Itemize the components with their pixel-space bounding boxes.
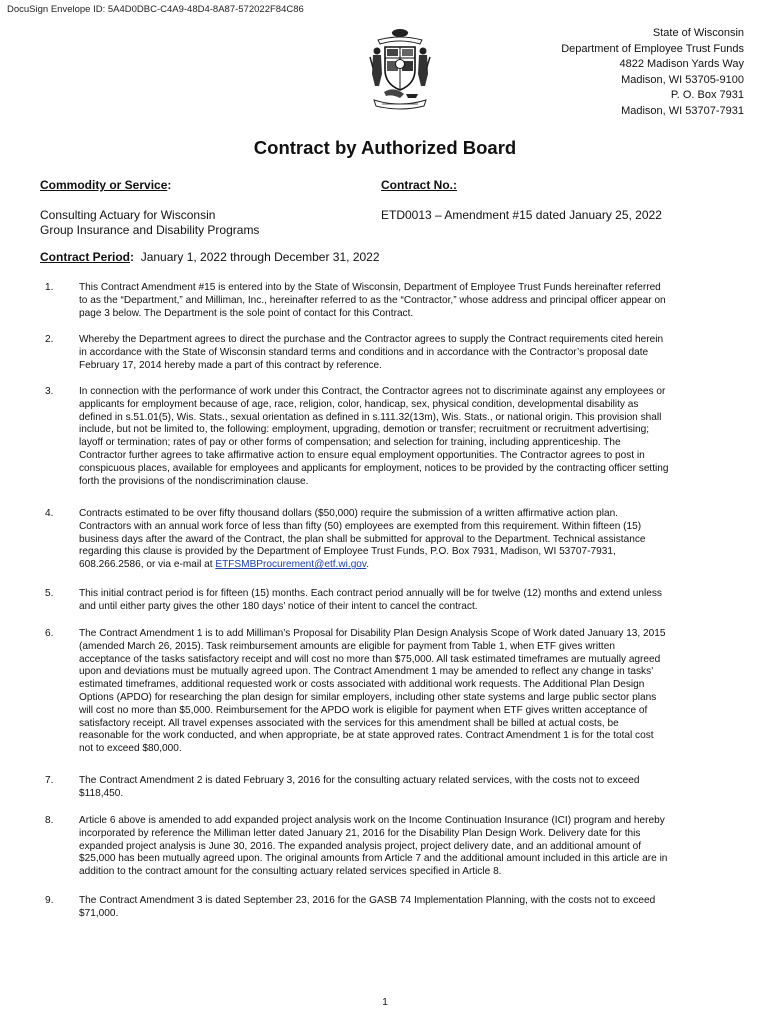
contract-item [40,508,740,572]
item-line-suffix: . [366,559,370,571]
item-line: Contractor further agrees to take affirmative action to ensure equal employment opportunities. The Contractor agrees to post in [79,449,645,461]
item-line: conspicuous places, available for employees and applicants for employment, notices to be provided by the contracting officer setting [79,462,669,474]
item-line: $118,450. [79,787,124,799]
contract-item [40,334,740,372]
item-line: Options (APDO) for researching the plan design for similar employers, including other state systems and large public sector plans [79,691,657,703]
item-line: $25,000 has been mutually agreed upon. The original amounts from Article 7 and the additional amount included in this article are in [79,853,668,865]
item-line: and until either party gives the other 180 days’ notice of their intent to cancel the contract. [79,600,478,612]
item-line: Article 6 above is amended to add expanded project analysis work on the Income Continuation Insurance (ICI) program and hereby [79,815,665,826]
item-line: page 3 below. The Department is the sole point of contact for this Contract. [79,307,414,319]
item-line: Whereby the Department agrees to direct the purchase and the Contractor agrees to supply the Contract requirements cited herein [79,334,664,345]
item-line: defined in s.51.01(5), Wis. Stats., sexual orientation as defined in s.111.32(13m), Wis. Stats., or national origin. This provision shall [79,411,662,423]
commodity-heading: Commodity or Service: [40,178,172,192]
item-line: In connection with the performance of work under this Contract, the Contractor agrees not to discriminate against any employees or [79,386,666,397]
item-number: 6. [45,628,54,639]
item-line: incorporated by reference the Milliman letter dated January 21, 2016 for the Disability Plan Design Work. Delivery date for this [79,827,641,839]
item-line [79,559,740,572]
contract-item [40,282,740,320]
contract-no-value: ETD0013 – Amendment #15 dated January 25, 2022 [381,208,662,222]
envelope-id: DocuSign Envelope ID: 5A4D0DBC-C4A9-48D4-8A87-572022F84C86 [7,4,304,15]
address-line: Madison, WI 53707-7931 [621,104,744,117]
item-number: 8. [45,815,54,826]
item-line: (amended March 26, 2015). Task reimbursement amounts are eligible for payment from Table 1, when ETF gives written [79,640,615,652]
item-line: estimated timeframes, additional requested work or costs associated with additional work requests. The Additional Plan Design [79,679,645,691]
commodity-label: Commodity or Service [40,178,168,192]
item-line-prefix: 608.266.2586, or via e-mail at [79,559,216,571]
item-line: Contracts estimated to be over fifty thousand dollars ($50,000) require the submission of a written affirmative action plan. [79,508,618,519]
document-title: Contract by Authorized Board [253,137,517,158]
contract-item [40,815,740,879]
contract-item [40,588,740,614]
item-line: regarding this clause is provided by the Department of Employee Trust Funds, P.O. Box 7931, Madison, WI 53707-7931, [79,546,616,558]
item-line: addition to the contract amount for the consulting actuary related services specified in Article 8. [79,866,502,878]
state-seal-icon [364,24,436,112]
item-number: 1. [45,282,54,293]
contract-item [40,775,740,801]
item-line: applicants for employment because of age, race, religion, color, handicap, sex, physical condition, developmental disability as [79,398,639,410]
item-line: $71,000. [79,907,119,919]
contract-period: Contract Period: January 1, 2022 through December 31, 2022 [40,250,380,264]
contract-item [40,628,740,756]
item-number: 5. [45,588,54,599]
commodity-value [40,208,259,238]
address-line: Department of Employee Trust Funds [561,42,744,55]
item-line: expanded project analysis is June 30, 2016. The expanded analysis project, project delivery date, and an additional amount of [79,840,642,852]
item-line: not to exceed $80,000. [79,743,182,755]
contract-item [40,386,740,488]
item-line: to as the “Department,” and Milliman, Inc., hereinafter referred to as the “Contractor,” whose address and principal officer appear on [79,294,666,306]
item-line: acceptance of the tasks satisfactory receipt and will cost no more than $75,000. All task estimated timeframes are mutually agreed [79,653,661,665]
item-number: 2. [45,334,54,345]
item-line: in accordance with the State of Wisconsin standard terms and conditions and in accordance with the Contractor’s proposal date [79,346,649,358]
contract-period-value: January 1, 2022 through December 31, 2022 [140,250,380,264]
agency-address [561,26,744,120]
item-line: upon and deviations must be mutually agreed upon. The Contract Amendment 1 may be amended to reflect any change in tasks’ [79,666,654,678]
item-line: will cost no more than $5,000. Reimbursement for the APDO work is eligible for payment when ETF gives written acceptance of [79,704,648,716]
address-line: Madison, WI 53705-9100 [621,73,744,86]
address-line: State of Wisconsin [652,27,744,39]
item-line: forth the provisions of the nondiscrimination clause. [79,475,309,487]
item-line: layoff or termination; rates of pay or other forms of compensation; and selection for training, including apprenticeship. The [79,437,621,449]
item-line: satisfactory receipt. All travel expenses associated with the services for this amendment shall be billed at actual costs, be [79,717,619,729]
item-line: The Contract Amendment 2 is dated February 3, 2016 for the consulting actuary related services, with the costs not to exceed [79,775,640,786]
item-line: business days after the award of the Contract, the plan shall be submitted for approval to the Department. Technical assistance [79,533,646,545]
item-line: This initial contract period is for fifteen (15) months. Each contract period annually will be for twelve (12) months and extend unless [79,588,662,599]
email-link[interactable]: ETFSMBProcurement@etf.wi.gov [215,559,367,571]
address-line: 4822 Madison Yards Way [619,58,744,71]
commodity-line: Consulting Actuary for Wisconsin [40,208,216,222]
contract-item [40,895,740,921]
contract-no-heading: Contract No.: [381,178,457,192]
item-number: 7. [45,775,54,786]
contract-period-label: Contract Period [40,250,131,264]
item-line: This Contract Amendment #15 is entered into by the State of Wisconsin, Department of Employee Trust Funds hereinafter referred [79,282,661,293]
page-number: 1 [382,997,388,1008]
commodity-line: Group Insurance and Disability Programs [40,223,260,237]
item-line: include, but not be limited to, the following: employment, upgrading, demotion or transfer; recruitment or recruitment advertising; [79,424,650,436]
item-line: reasonable for the work conducted, and when appropriate, be at state approved rates. Contract Amendment 1 is for the total cost [79,730,654,742]
item-line: February 17, 2014 hereby made a part of this contract by reference. [79,359,382,371]
item-line: The Contract Amendment 3 is dated September 23, 2016 for the GASB 74 Implementation Planning, with the costs not to exceed [79,895,656,906]
item-number: 3. [45,386,54,397]
item-number: 9. [45,895,54,906]
address-line: P. O. Box 7931 [670,89,744,102]
item-number: 4. [45,508,54,519]
item-line: Contractors with an annual work force of less than fifty (50) employees are exempted from this requirement. Within fifteen (15) [79,520,642,532]
item-line: The Contract Amendment 1 is to add Milliman’s Proposal for Disability Plan Design Analysis Scope of Work dated January 13, 2015 [79,628,666,639]
